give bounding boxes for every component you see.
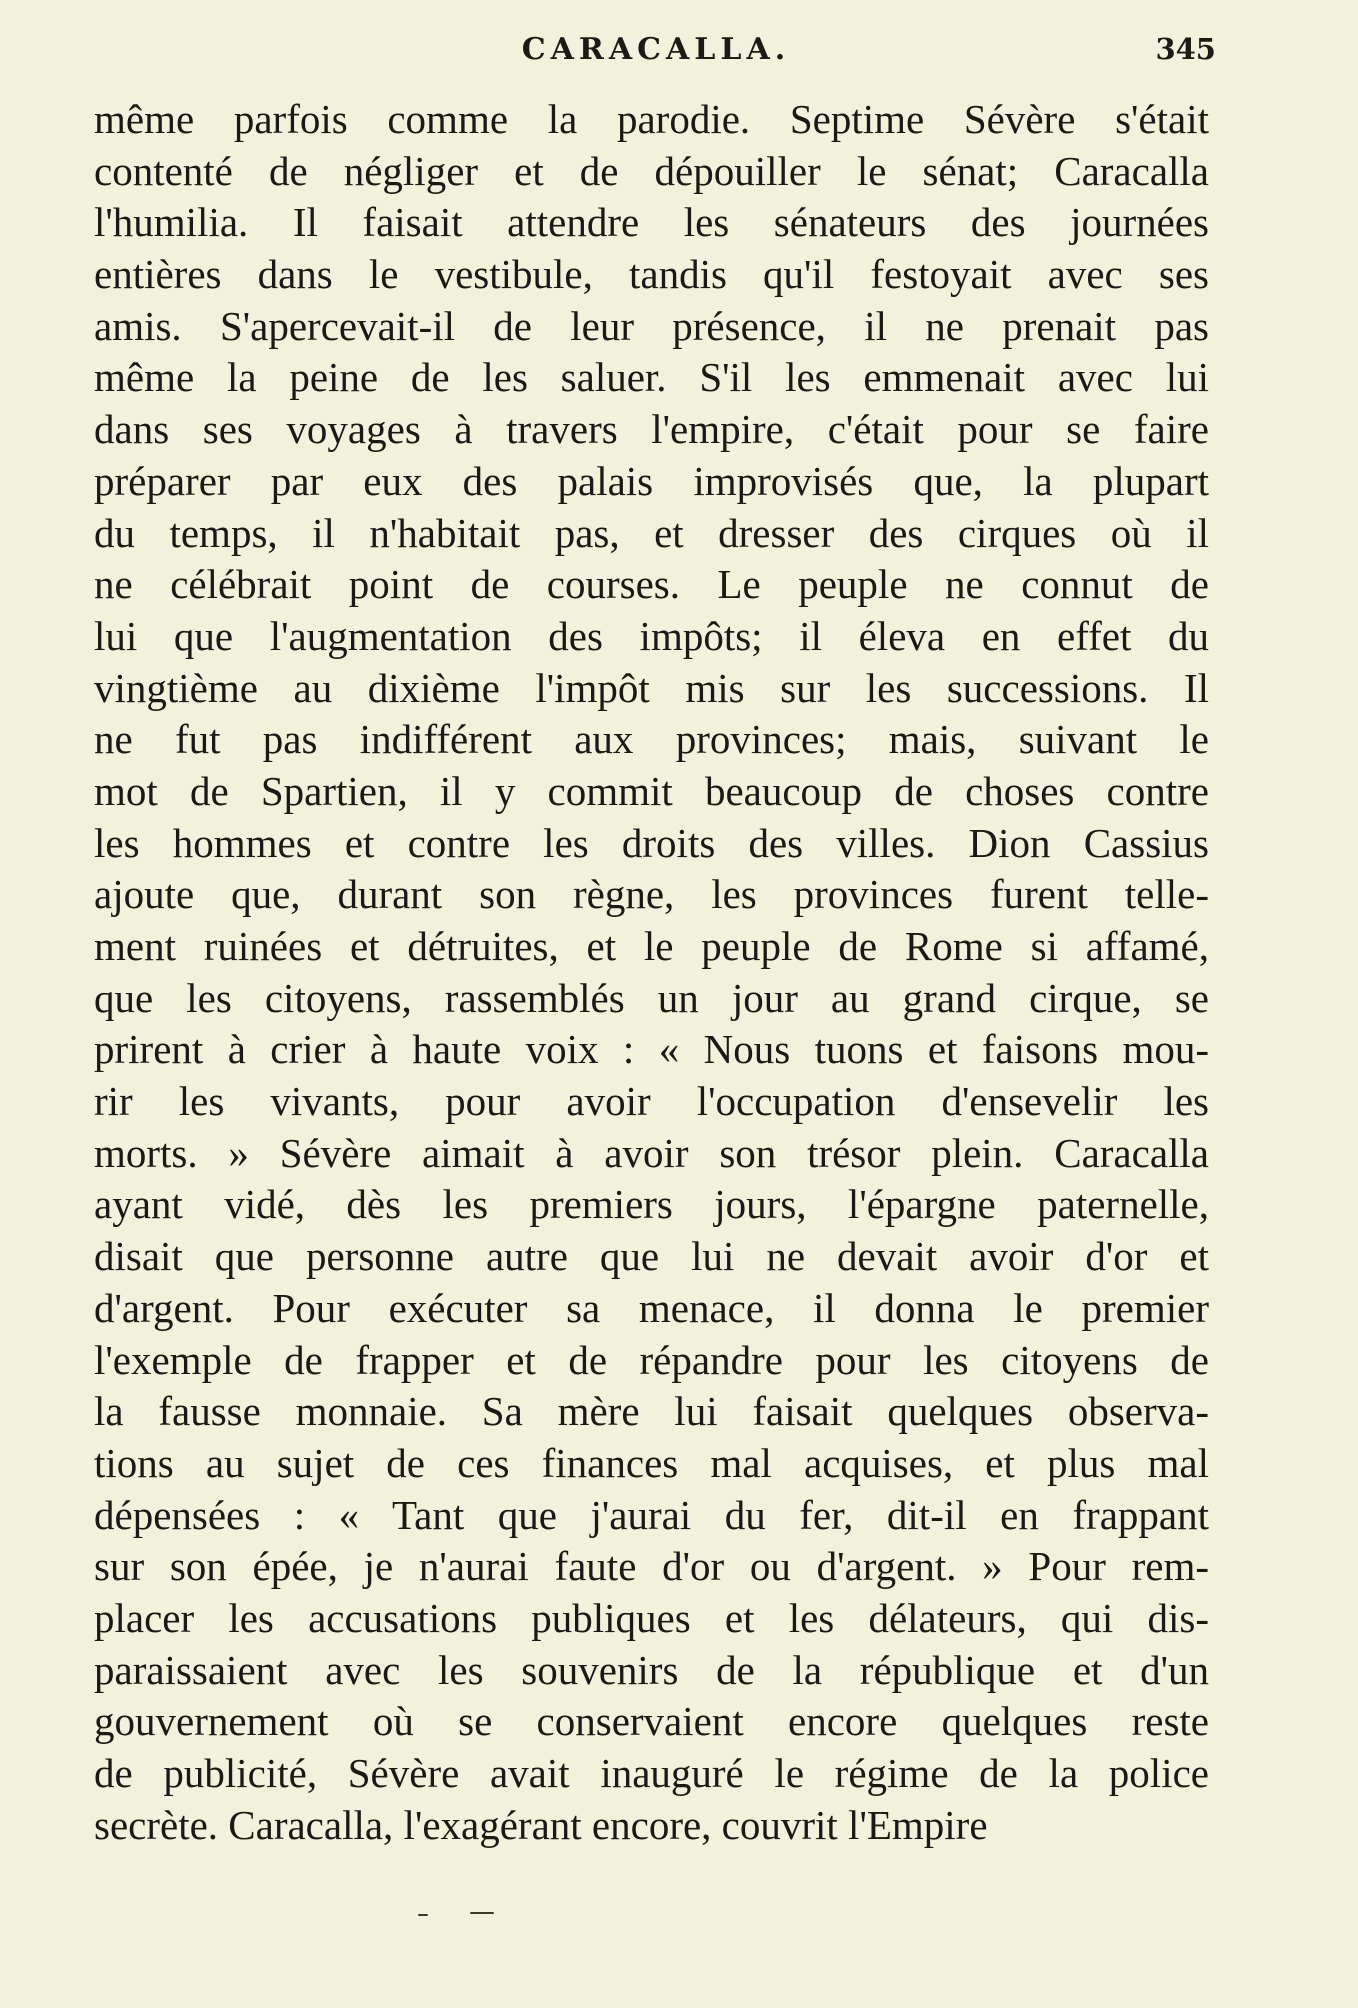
text-line: d'argent. Pour exécuter sa menace, il donna le premier [94, 1284, 1209, 1331]
text-line: du temps, il n'habitait pas, et dresser des cirques où il [94, 509, 1209, 556]
text-line: la fausse monnaie. Sa mère lui faisait quelques observa- [94, 1388, 1209, 1435]
text-line: les hommes et contre les droits des villes. Dion Cassius [94, 819, 1209, 866]
text-line: gouvernement où se conservaient encore quelques reste [94, 1698, 1209, 1745]
text-line: morts. » Sévère aimait à avoir son trésor plein. Caracalla [94, 1129, 1209, 1176]
text-line: dans ses voyages à travers l'empire, c'était pour se faire [94, 406, 1209, 453]
text-line: vingtième au dixième l'impôt mis sur les successions. Il [94, 664, 1209, 711]
text-line: dépensées : « Tant que j'aurai du fer, dit-il en frappant [94, 1491, 1209, 1538]
text-line: contenté de négliger et de dépouiller le sénat; Caracalla [94, 147, 1209, 194]
text-line: même parfois comme la parodie. Septime Sévère s'était [94, 96, 1209, 142]
text-line: préparer par eux des palais improvisés que, la plupart [94, 457, 1209, 504]
text-line: secrète. Caracalla, l'exagérant encore, couvrit l'Empire [94, 1801, 988, 1848]
text-line: amis. S'apercevait-il de leur présence, il ne prenait pas [94, 302, 1209, 349]
text-line: prirent à crier à haute voix : « Nous tuons et faisons mou- [94, 1026, 1209, 1073]
text-line: ne célébrait point de courses. Le peuple ne connut de [94, 561, 1209, 608]
text-line: l'exemple de frapper et de répandre pour les citoyens de [94, 1336, 1209, 1383]
text-line: ayant vidé, dès les premiers jours, l'épargne paternelle, [94, 1181, 1209, 1228]
text-line: entières dans le vestibule, tandis qu'il festoyait avec ses [94, 251, 1209, 298]
text-line: mot de Spartien, il y commit beaucoup de choses contre [94, 767, 1209, 814]
text-line: ne fut pas indifférent aux provinces; mais, suivant le [94, 716, 1209, 763]
running-head [96, 28, 1216, 76]
text-line: ment ruinées et détruites, et le peuple de Rome si affamé, [94, 923, 1209, 969]
text-line: tions au sujet de ces finances mal acquises, et plus mal [94, 1439, 1209, 1486]
page-number: 345 [1155, 32, 1216, 66]
print-specks [410, 1908, 530, 1928]
text-line: placer les accusations publiques et les délateurs, qui dis- [94, 1594, 1209, 1641]
text-line: que les citoyens, rassemblés un jour au grand cirque, se [94, 974, 1209, 1021]
text-line: de publicité, Sévère avait inauguré le régime de la police [94, 1750, 1209, 1796]
text-line: rir les vivants, pour avoir l'occupation d'ensevelir les [94, 1078, 1209, 1125]
text-line: disait que personne autre que lui ne devait avoir d'or et [94, 1233, 1209, 1280]
chapter-title: CARACALLA. [521, 32, 791, 67]
text-line: l'humilia. Il faisait attendre les sénateurs des journées [94, 199, 1209, 246]
body-text [94, 94, 1209, 1851]
text-line: même la peine de les saluer. S'il les emmenait avec lui [94, 354, 1209, 401]
text-line: lui que l'augmentation des impôts; il éleva en effet du [94, 612, 1209, 659]
text-line: ajoute que, durant son règne, les provinces furent telle- [94, 871, 1209, 918]
text-line: sur son épée, je n'aurai faute d'or ou d'argent. » Pour rem- [94, 1543, 1209, 1590]
text-line: paraissaient avec les souvenirs de la république et d'un [94, 1646, 1209, 1693]
